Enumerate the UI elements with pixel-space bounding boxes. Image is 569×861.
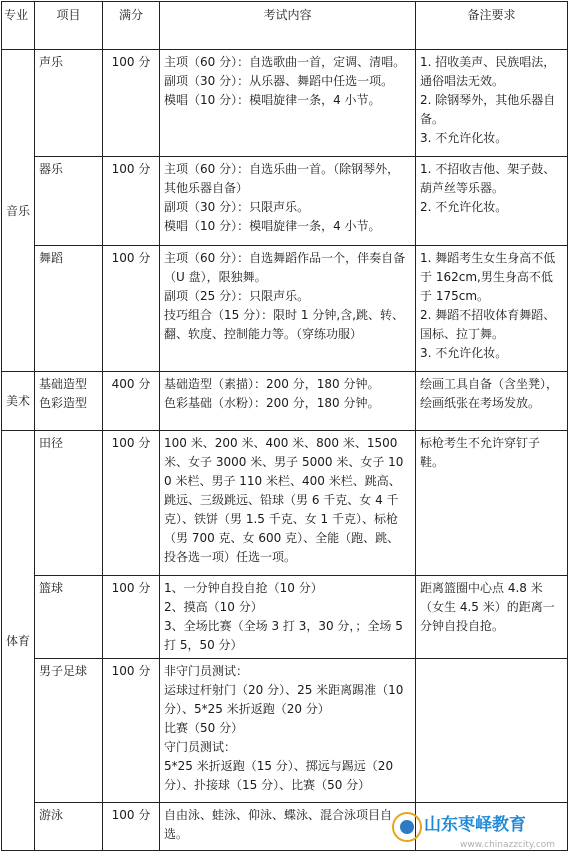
content-cell [160, 157, 416, 246]
remark-line: 标枪考生不允许穿钉子鞋。 [420, 436, 541, 469]
content-line: 模唱（10 分）：模唱旋律一条，4 小节。 [164, 93, 381, 107]
remark-line: 1. 舞蹈考生女生身高不低于 162cm,男生身高不低于 175cm。 [420, 251, 556, 303]
content-line: 比赛（50 分） [164, 721, 244, 735]
content-line: 1、一分钟自投自抢（10 分） [164, 581, 323, 595]
table-row [2, 659, 568, 803]
content-line: 主项（60 分）：自选舞蹈作品一个，伴奏自备（U 盘），限独舞。 [164, 251, 406, 284]
content-cell [160, 50, 416, 157]
content-line: 2、摸高（10 分） [164, 600, 263, 614]
score-cell: 100 分 [103, 246, 160, 372]
header-score: 满分 [103, 2, 160, 50]
content-cell [160, 803, 416, 851]
remarks-cell [416, 246, 568, 372]
remarks-cell [416, 157, 568, 246]
score-cell: 400 分 [103, 372, 160, 431]
remark-line: 距离篮圈中心点 4.8 米（女生 4.5 米）的距离一分钟自投自抢。 [420, 581, 555, 633]
content-line: 100 米、200 米、400 米、800 米、1500 米、女子 3000 米、男子 5000 米、女子 100 米栏、男子 110 米栏、400 米栏、跳高、跳远、三级跳远、铅球（男 6 千克、女 4 千克）、铁饼（男 1.5 千克、女 1 千克）、标枪（男 700 克、女 600 克）、全能（跑、跳、投各选一项）任选一项。 [164, 436, 404, 564]
table-row [2, 576, 568, 659]
table-row [2, 803, 568, 851]
content-line: 自由泳、蛙泳、仰泳、蝶泳、混合泳项目自选。 [164, 808, 393, 841]
content-cell [160, 372, 416, 431]
content-line: 5*25 米折返跑（15 分）、掷远与踢远（20 分）、扑接球（15 分）、比赛（50 分） [164, 759, 394, 792]
major-cell: 美术 [2, 372, 35, 431]
header-row [2, 2, 568, 50]
remark-line: 1. 招收美声、民族唱法，通俗唱法无效。 [420, 55, 556, 88]
content-line: 3、全场比赛（全场 3 打 3，30 分，；全场 5 打 5，50 分） [164, 619, 403, 652]
header-major: 专业 [2, 2, 35, 50]
content-line: 非守门员测试： [164, 664, 249, 678]
content-line: 技巧组合（15 分）：限时 1 分钟,含,跳、转、翻、软度、控制能力等。（穿练功服） [164, 308, 404, 341]
content-cell [160, 659, 416, 803]
item-name-cell: 田径 [35, 431, 103, 576]
content-line: 色彩基础（水粉）：200 分，180 分钟。 [164, 396, 380, 410]
remarks-cell [416, 659, 568, 803]
content-line: 主项（60 分）：自选歌曲一首，定调、清唱。 [164, 55, 406, 69]
content-line: 运球过杆射门（20 分）、25 米距离踢准（10 分）、5*25 米折返跑（20 分） [164, 683, 404, 716]
header-content: 考试内容 [160, 2, 416, 50]
remark-line: 2. 舞蹈不招收体育舞蹈、国标、拉丁舞。 [420, 308, 556, 341]
content-cell [160, 246, 416, 372]
remarks-cell [416, 803, 568, 851]
header-remarks: 备注要求 [416, 2, 568, 50]
content-line: 基础造型（素描）：200 分，180 分钟。 [164, 377, 380, 391]
content-line: 副项（30 分）：从乐器、舞蹈中任选一项。 [164, 74, 394, 88]
major-cell: 音乐 [2, 50, 35, 372]
content-line: 主项（60 分）：自选乐曲一首。（除钢琴外，其他乐器自备） [164, 162, 400, 195]
item-name-cell: 声乐 [35, 50, 103, 157]
header-item: 项目 [35, 2, 103, 50]
table-row [2, 50, 568, 157]
score-cell: 100 分 [103, 803, 160, 851]
score-cell: 100 分 [103, 576, 160, 659]
score-cell: 100 分 [103, 659, 160, 803]
remarks-cell [416, 372, 568, 431]
remark-line: 2. 除钢琴外，其他乐器自备。 [420, 93, 556, 126]
item-name-cell: 基础造型色彩造型 [35, 372, 103, 431]
item-name-cell: 游泳 [35, 803, 103, 851]
score-cell: 100 分 [103, 50, 160, 157]
remark-line: 2. 不允许化妆。 [420, 200, 508, 214]
item-name-cell: 篮球 [35, 576, 103, 659]
major-cell: 体育 [2, 431, 35, 851]
remark-line: 绘画工具自备（含坐凳），绘画纸张在考场发放。 [420, 377, 559, 410]
watermark-name: 山东枣峄教育 [424, 815, 526, 835]
remark-line: 3. 不允许化妆。 [420, 131, 508, 145]
content-cell [160, 431, 416, 576]
score-cell: 100 分 [103, 157, 160, 246]
content-line: 模唱（10 分）：模唱旋律一条，4 小节。 [164, 219, 381, 233]
table-row [2, 372, 568, 431]
remarks-cell [416, 431, 568, 576]
score-cell: 100 分 [103, 431, 160, 576]
exam-requirements-table [1, 1, 568, 851]
item-name-cell: 男子足球 [35, 659, 103, 803]
remark-line: 3. 不允许化妆。 [420, 346, 508, 360]
content-cell [160, 576, 416, 659]
item-name-cell: 舞蹈 [35, 246, 103, 372]
content-line: 守门员测试： [164, 740, 237, 754]
content-line: 副项（30 分）：只限声乐。 [164, 200, 310, 214]
table-body [2, 50, 568, 851]
table-row [2, 157, 568, 246]
remark-line: 1. 不招收吉他、架子鼓、葫芦丝等乐器。 [420, 162, 556, 195]
remarks-cell [416, 576, 568, 659]
content-line: 副项（25 分）：只限声乐。 [164, 289, 310, 303]
table-row [2, 246, 568, 372]
watermark-url: www.chinazzcity.com [460, 840, 556, 850]
table-row [2, 431, 568, 576]
remarks-cell [416, 50, 568, 157]
item-name-cell: 器乐 [35, 157, 103, 246]
